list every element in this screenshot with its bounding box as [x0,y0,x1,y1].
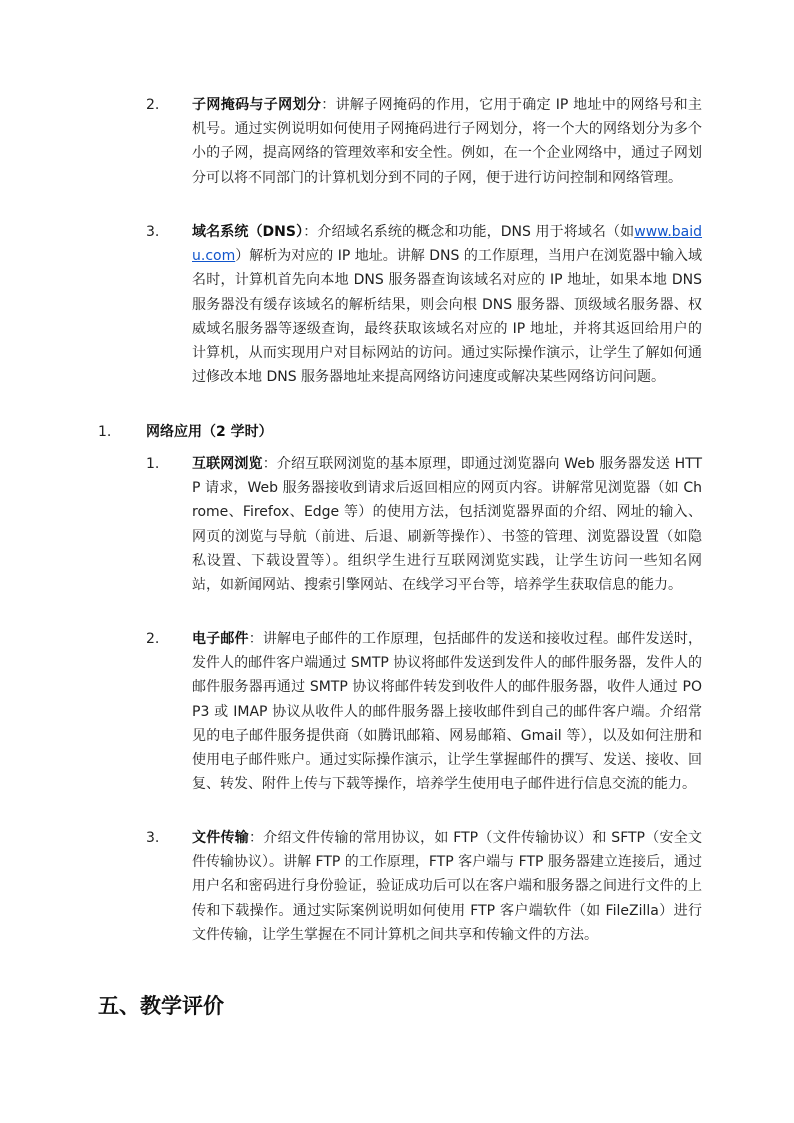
item-title: 电子邮件 [192,631,249,647]
item-body: 讲解子网掩码的作用，它用于确定 IP 地址中的网络号和主机号。通过实例说明如何使用子网掩码进行子网划分，将一个大的网络划分为多个小的子网，提高网络的管理效率和安全性。例如，在一个企业网络中，通过子网划分可以将不同部门的计算机划分到不同的子网，便于进行访问控制和网络管理。 [192,97,702,186]
list-item-text [192,220,702,389]
item-body: 介绍互联网浏览的基本原理，即通过浏览器向 Web 服务器发送 HTTP 请求，Web 服务器接收到请求后返回相应的网页内容。讲解常见浏览器（如 Chrome、Firefox、Edge 等）的使用方法，包括浏览器界面的介绍、网址的输入、网页的浏览与导航（前进、后退、刷新等操作）、书签的管理、浏览器设置（如隐私设置、下载设置等）。组织学生进行互联网浏览实践，让学生访问一些知名网站，如新闻网站、搜索引擎网站、在线学习平台等，培养学生获取信息的能力。 [192,456,702,594]
list-number: 3. [146,224,160,240]
item-body: 讲解电子邮件的工作原理，包括邮件的发送和接收过程。邮件发送时，发件人的邮件客户端通过 SMTP 协议将邮件发送到发件人的邮件服务器，发件人的邮件服务器再通过 SMTP 协议将邮件转发到收件人的邮件服务器，收件人通过 POP3 或 IMAP 协议从收件人的邮件服务器上接收邮件到自己的邮件客户端。介绍常见的电子邮件服务提供商（如腾讯邮箱、网易邮箱、Gmail 等），以及如何注册和使用电子邮件账户。通过实际操作演示，让学生掌握邮件的撰写、发送、接收、回复、转发、附件上传与下载等操作，培养学生使用电子邮件进行信息交流的能力。 [192,631,703,793]
list-item-text [192,627,702,796]
title-colon: ： [303,224,318,240]
list-number: 2. [146,631,160,647]
item-title: 域名系统（DNS） [192,224,304,240]
section-label: 网络应用（2 学时） [146,424,273,440]
item-title: 子网掩码与子网划分 [192,97,322,113]
item-title: 文件传输 [192,830,250,846]
title-colon: ： [262,456,277,472]
item-body-after-link: ）解析为对应的 IP 地址。讲解 DNS 的工作原理，当用户在浏览器中输入域名时，计算机首先向本地 DNS 服务器查询该域名对应的 IP 地址，如果本地 DNS 服务器没有缓存该域名的解析结果，则会向根 DNS 服务器、顶级域名服务器、权威域名服务器等逐级查询，最终获取该域名对应的 IP 地址，并将其返回给用户的计算机，从而实现用户对目标网站的访问。通过实际操作演示，让学生了解如何通过修改本地 DNS 服务器地址来提高网络访问速度或解决某些网络访问问题。 [192,248,702,386]
list-item-text [192,826,702,947]
item-body-before-link: 介绍域名系统的概念和功能，DNS 用于将域名（如 [317,224,635,240]
list-item-text [192,452,702,597]
list-number: 2. [146,97,160,113]
list-number: 1. [146,456,160,472]
item-body: 介绍文件传输的常用协议，如 FTP（文件传输协议）和 SFTP（安全文件传输协议）。讲解 FTP 的工作原理，FTP 客户端与 FTP 服务器建立连接后，通过用户名和密码进行身份验证，验证成功后可以在客户端和服务器之间进行文件的上传和下载操作。通过实际案例说明如何使用 FTP 客户端软件（如 FileZilla）进行文件传输，让学生掌握在不同计算机之间共享和传输文件的方法。 [192,830,703,943]
item-title: 互联网浏览 [192,456,263,472]
title-colon: ： [321,97,336,113]
list-item-text [192,93,702,190]
section-heading-teaching-evaluation: 五、教学评价 [98,994,224,1018]
title-colon: ： [248,631,263,647]
section-number: 1. [98,424,112,440]
list-number: 3. [146,830,160,846]
title-colon: ： [249,830,264,846]
baidu-link[interactable]: www.baidu.com [192,224,703,265]
